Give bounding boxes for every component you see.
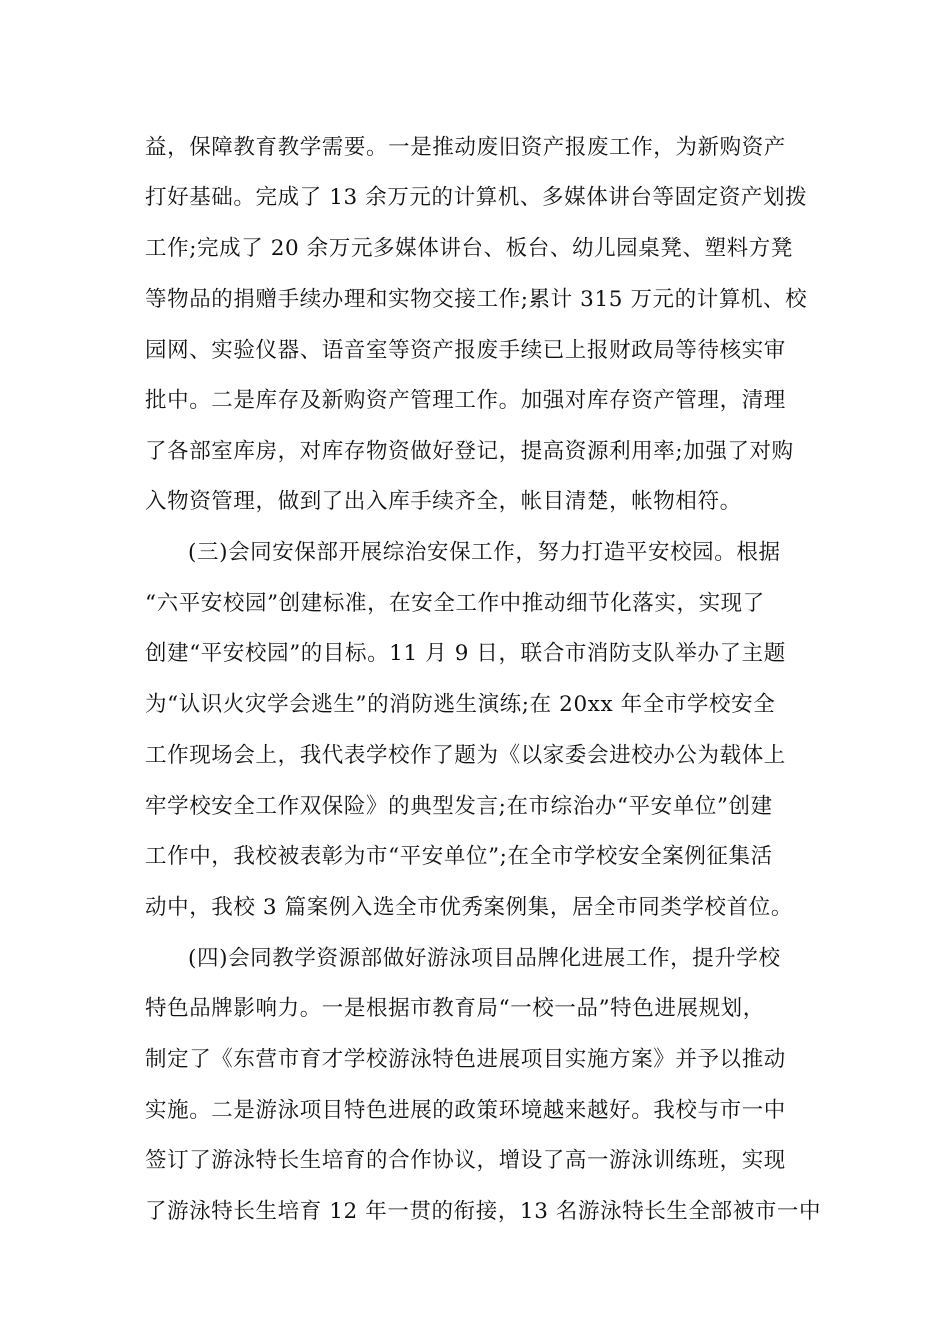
text-line: 入物资管理，做到了出入库手续齐全，帐目清楚，帐物相符。 [145, 489, 742, 514]
text-line: 特色品牌影响力。一是根据市教育局“一校一品”特色进展规划， [145, 996, 765, 1021]
text-line: 了各部室库房，对库存物资做好登记，提高资源利用率;加强了对购 [145, 439, 794, 464]
text-line: 动中，我校 3 篇案例入选全市优秀案例集，居全市同类学校首位。 [145, 895, 793, 920]
text-line: 等物品的捐赠手续办理和实物交接工作;累计 315 万元的计算机、校 [145, 287, 808, 312]
text-line: 园网、实验仪器、语音室等资产报废手续已上报财政局等待核实审 [145, 338, 786, 363]
text-line: 批中。二是库存及新购资产管理工作。加强对库存资产管理，清理 [145, 388, 786, 413]
text-line: 签订了游泳特长生培育的合作协议，增设了高一游泳训练班，实现 [145, 1148, 786, 1173]
text-line: 创建“平安校园”的目标。11 月 9 日，联合市消防支队举办了主题 [145, 641, 786, 666]
paragraph-start-line: (四)会同教学资源部做好游泳项目品牌化进展工作，提升学校 [188, 946, 781, 971]
text-line: 工作现场会上，我代表学校作了题为《以家委会进校办公为载体上 [145, 743, 786, 768]
text-line: 制定了《东营市育才学校游泳特色进展项目实施方案》并予以推动 [145, 1047, 786, 1072]
text-line: 打好基础。完成了 13 余万元的计算机、多媒体讲台等固定资产划拨 [145, 185, 808, 210]
text-line: 工作中，我校被表彰为市“平安单位”;在全市学校安全案例征集活 [145, 844, 773, 869]
text-line: “六平安校园”创建标准，在安全工作中推动细节化落实，实现了 [145, 591, 765, 616]
text-line: 工作;完成了 20 余万元多媒体讲台、板台、幼儿园桌凳、塑料方凳 [145, 236, 793, 261]
text-line: 实施。二是游泳项目特色进展的政策环境越来越好。我校与市一中 [145, 1098, 786, 1123]
text-line: 了游泳特长生培育 12 年一贯的衔接，13 名游泳特长生全部被市一中 [145, 1199, 822, 1224]
text-line: 益，保障教育教学需要。一是推动废旧资产报废工作，为新购资产 [145, 135, 786, 160]
text-line: 为“认识火灾学会逃生”的消防逃生演练;在 20xx 年全市学校安全 [145, 692, 776, 717]
paragraph-start-line: (三)会同安保部开展综治安保工作，努力打造平安校园。根据 [188, 540, 781, 565]
text-line: 牢学校安全工作双保险》的典型发言;在市综治办“平安单位”创建 [145, 794, 773, 819]
